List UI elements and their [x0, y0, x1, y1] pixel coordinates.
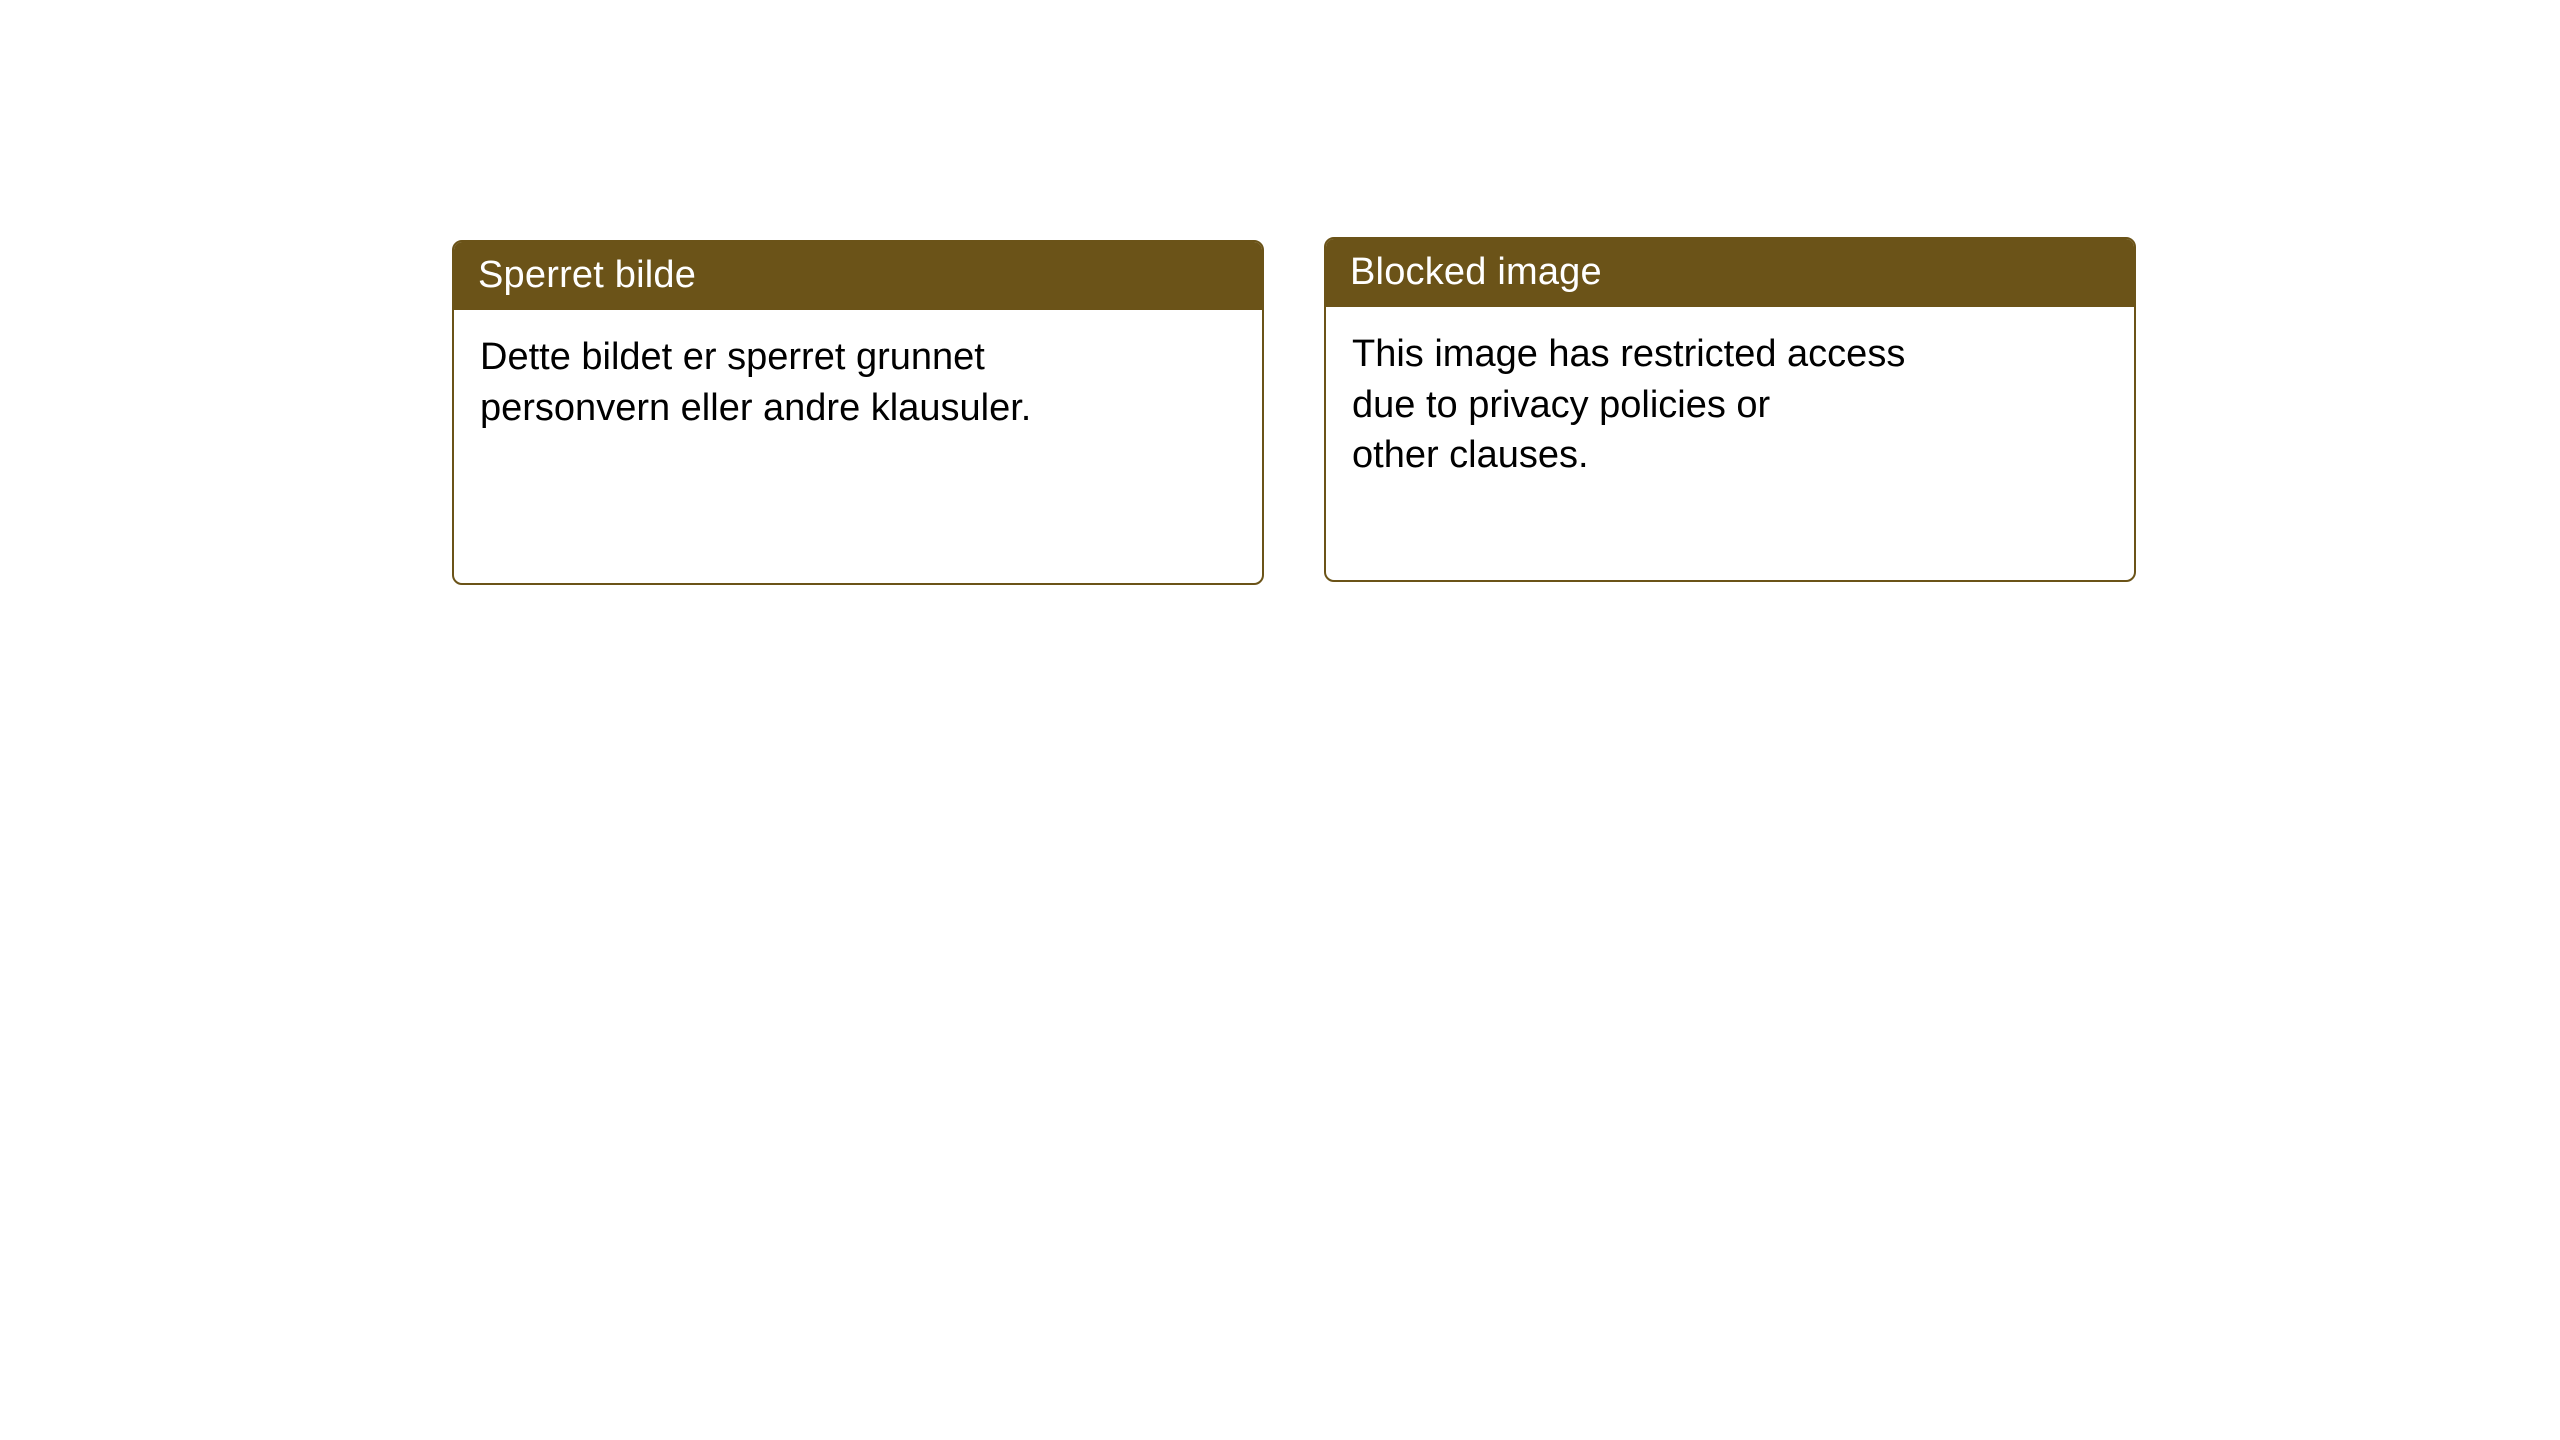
- card-body-norwegian: [454, 310, 1262, 457]
- card-body-english: [1326, 307, 2134, 505]
- blocked-image-notice-norwegian: [452, 240, 1264, 585]
- card-title-norwegian: Sperret bilde: [454, 242, 1262, 310]
- card-body-line: Dette bildet er sperret grunnet: [480, 336, 985, 378]
- blocked-image-notice-english: [1324, 237, 2136, 582]
- card-body-line: personvern eller andre klausuler.: [480, 386, 1032, 429]
- card-title-english: Blocked image: [1326, 239, 2134, 307]
- card-body-line: This image has restricted access: [1352, 333, 1906, 375]
- card-body-line: other clauses.: [1352, 434, 1589, 477]
- card-body-line: due to privacy policies or: [1352, 383, 1771, 426]
